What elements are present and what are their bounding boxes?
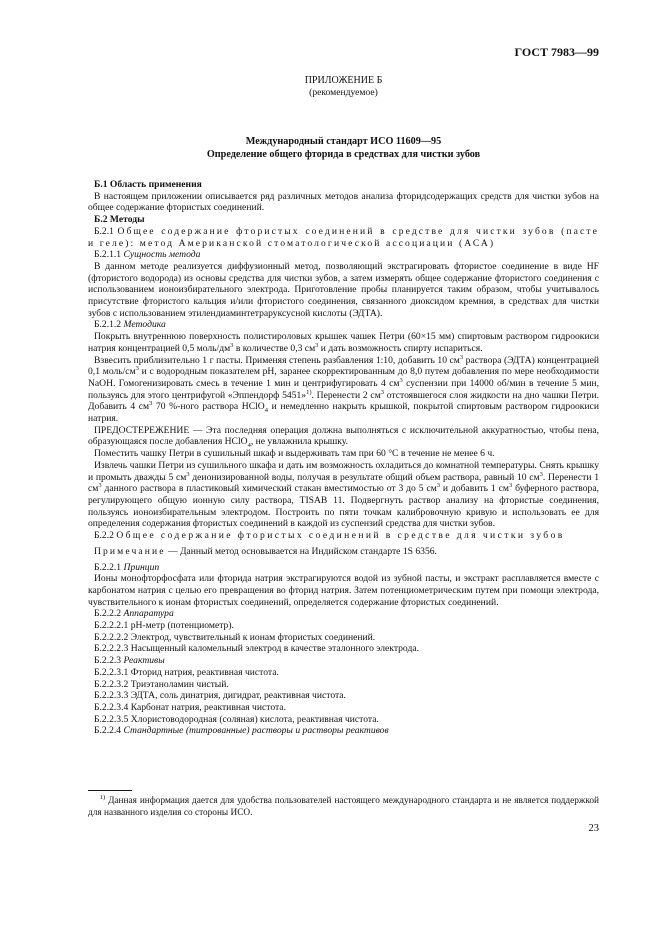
paragraph-cover-lids: Покрыть внутреннюю поверхность полистироловых крышек чашек Петри (60×15 мм) спиртовым раствором гидроокиси натрия концентрацией 0,5 моль/$дм^3$ в количестве 0,3 $см^3$ и дать возможность спирту испариться. bbox=[88, 331, 599, 354]
section-b224-title: Стандартные (титрованные) растворы и растворы реактивов bbox=[123, 725, 389, 737]
note-label: Примечание bbox=[94, 545, 166, 557]
section-b222-title: Аппаратура bbox=[123, 608, 174, 620]
section-b22-title: Общее содержание фтористых соединений в средстве для чистки зубов bbox=[116, 530, 565, 542]
list-item: Б.2.2.2.1 pH-метр (потенциометр). bbox=[94, 620, 234, 632]
section-b1-text: В настоящем приложении описывается ряд различных методов анализа фторидсодержащих средств для чистки зубов на общее содержание фтористых соединений. bbox=[88, 190, 599, 214]
list-item: Б.2.2.3.1 Фторид натрия, реактивная чистота. bbox=[94, 666, 279, 678]
section-b224-number: Б.2.2.4 bbox=[94, 725, 122, 737]
section-b2-heading: Б.2 Методы bbox=[94, 214, 145, 226]
section-b221-number: Б.2.2.1 bbox=[94, 561, 122, 573]
list-item: Б.2.2.3.2 Триэтаноламин чистый. bbox=[94, 678, 229, 690]
page-content bbox=[88, 75, 599, 737]
list-item: Б.2.2.2.2 Электрод, чувствительный к ионам фтористых соединений. bbox=[94, 631, 376, 643]
section-b21-number: Б.2.1 bbox=[94, 225, 114, 237]
section-b1-heading: Б.1 Область применения bbox=[94, 179, 202, 190]
page-number: 23 bbox=[588, 823, 599, 834]
section-b211-heading bbox=[88, 249, 599, 261]
standard-number: ГОСТ 7983—99 bbox=[514, 45, 599, 59]
section-b221-heading bbox=[88, 562, 599, 574]
section-b22-note: Примечание — Данный метод основывается на Индийском стандарте 1S 6356. bbox=[94, 545, 437, 557]
section-b212-heading bbox=[88, 319, 599, 331]
section-b212-title: Методика bbox=[123, 319, 166, 331]
list-item: Б.2.2.2.3 Насыщенный каломельный электрод в качестве эталонного электрода. bbox=[94, 643, 419, 655]
appendix-note: (рекомендуемое) bbox=[309, 86, 378, 98]
section-b212-number: Б.2.1.2 bbox=[94, 319, 122, 331]
document-title-line-2: Определение общего фторида в средствах для чистки зубов bbox=[206, 148, 481, 160]
section-b223-title: Реактивы bbox=[123, 655, 165, 667]
paragraph-weigh-paste: Взвесить приблизительно 1 г пасты. Применяя степень разбавления 1:10, добавить 10 $см^3$ раствора (ЭДТА) концентрацией 0,1 моль/$см^3$ и с водородным показателем pH, заранее скорректированным до 8,0 путем добавления по мере необходимости NaOH. Гомогенизировать смесь в течение 1 мин и центрифугировать 4 $см^3$ суспензии при 14000 об/мин в течение 5 мин, пользуясь для этого центрифугой «Эппендорф 5451»$^{1)}$. Перенести 2 $см^3$ отстоявшегося слоя жидкости на дно чашки Петри. Добавить 4 $см^3$ 70 %-ного раствора HClO$_4$ и немедленно накрыть крышкой, покрытой спиртовым раствором гидроокиси натрия. bbox=[88, 353, 599, 425]
section-b223-heading bbox=[88, 655, 599, 667]
section-b211-number: Б.2.1.1 bbox=[94, 249, 122, 261]
document-title bbox=[88, 136, 599, 161]
section-b221-title: Принцип bbox=[123, 561, 160, 573]
list-item: Б.2.2.3.3 ЭДТА, соль динатрия, дигидрат, реактивная чистота. bbox=[94, 690, 346, 702]
footnote-divider bbox=[88, 790, 132, 791]
section-b222-heading bbox=[88, 608, 599, 620]
section-b211-text: В данном методе реализуется диффузионный метод, позволяющий экстрагировать фтористое соединение в виде HF (фтористого водорода) из основы средства для чистки зубов, а затем измерять общее содержание фтористого соединения с использованием ионоизбирательного электрода. Приготовление пробы планируется таким образом, чтобы учитывалось присутствие фтористого кальция и/или фтористого соединения, связанного диоксидом кремния, в средствах для чистки зубов с использованием этилендиаминтетраруксусной кислоты (ЭДТА). bbox=[88, 260, 599, 319]
footnote-mark: 1) bbox=[99, 793, 106, 801]
paragraph-warning: ПРЕДОСТЕРЕЖЕНИЕ — Эта последняя операция должна выполняться с исключительной аккуратностью, чтобы пена, образующаяся после добавления HClO$_4$, не увлажнила крышку. bbox=[88, 424, 599, 450]
section-b224-heading bbox=[88, 725, 599, 737]
section-b221-text: Ионы монофторфосфата или фторида натрия экстрагируются водой из зубной пасты, и экстракт расплавляется вместе с карбонатом натрия с целью его превращения во фторид натрия. Затем потенциометрическим путем при помощи электрода, чувствительного к ионам фтористых соединений, определяется содержание фтористых соединений. bbox=[88, 573, 599, 608]
footnote-text: Данная информация дается для удобства пользователей настоящего международного стандарта и не является поддержкой для названного изделия со стороны ИСО. bbox=[88, 796, 599, 818]
section-b21-title: Общее содержание фтористых соединений в средстве для чистки зубов (пасте и геле): метод Американской стоматологической ассоциации (АСА) bbox=[88, 225, 599, 249]
section-b211-title: Сущность метода bbox=[123, 249, 201, 261]
section-b22-heading bbox=[88, 530, 599, 542]
document-title-line-1: Международный стандарт ИСО 11609—95 bbox=[245, 136, 442, 148]
footnote bbox=[88, 793, 599, 819]
appendix-title: ПРИЛОЖЕНИЕ Б bbox=[304, 75, 383, 86]
section-b222-number: Б.2.2.2 bbox=[94, 608, 122, 620]
footnote-reference: 1) bbox=[306, 388, 312, 396]
list-item: Б.2.2.3.4 Карбонат натрия, реактивная чистота. bbox=[94, 701, 286, 713]
section-b223-number: Б.2.2.3 bbox=[94, 655, 122, 667]
paragraph-remove-dishes: Извлечь чашки Петри из сушильного шкафа и дать им возможность охладиться до комнатной температуры. Снять крышку и промыть дважды 5 $см^3$ деионизированной воды, получая в результате общий объем раствора, равный 10 $см^3$. Перенести 1 $см^3$ данного раствора в пластиковый химический стакан вместимостью от 3 до 5 $см^3$ и добавить 1 $см^3$ буферного раствора, регулирующего общую ионную силу раствора, TISAB 11. Подвергнуть раствор анализу на фтористые соединения, пользуясь ионоизбирательным электродом. Построить по пяти точкам калибровочную кривую и использовать ее для определения содержания фтористых соединений в каждой из суспензий средства для чистки зубов. bbox=[88, 459, 600, 530]
section-b21-heading bbox=[88, 226, 599, 249]
section-b22-number: Б.2.2 bbox=[94, 530, 114, 542]
paragraph-drying-cabinet: Поместить чашку Петри в сушильный шкаф и выдерживать там при 60 °С в течение не менее 6 ч. bbox=[94, 448, 495, 460]
list-item: Б.2.2.3.5 Хлористоводородная (соляная) кислота, реактивная чистота. bbox=[94, 713, 379, 725]
